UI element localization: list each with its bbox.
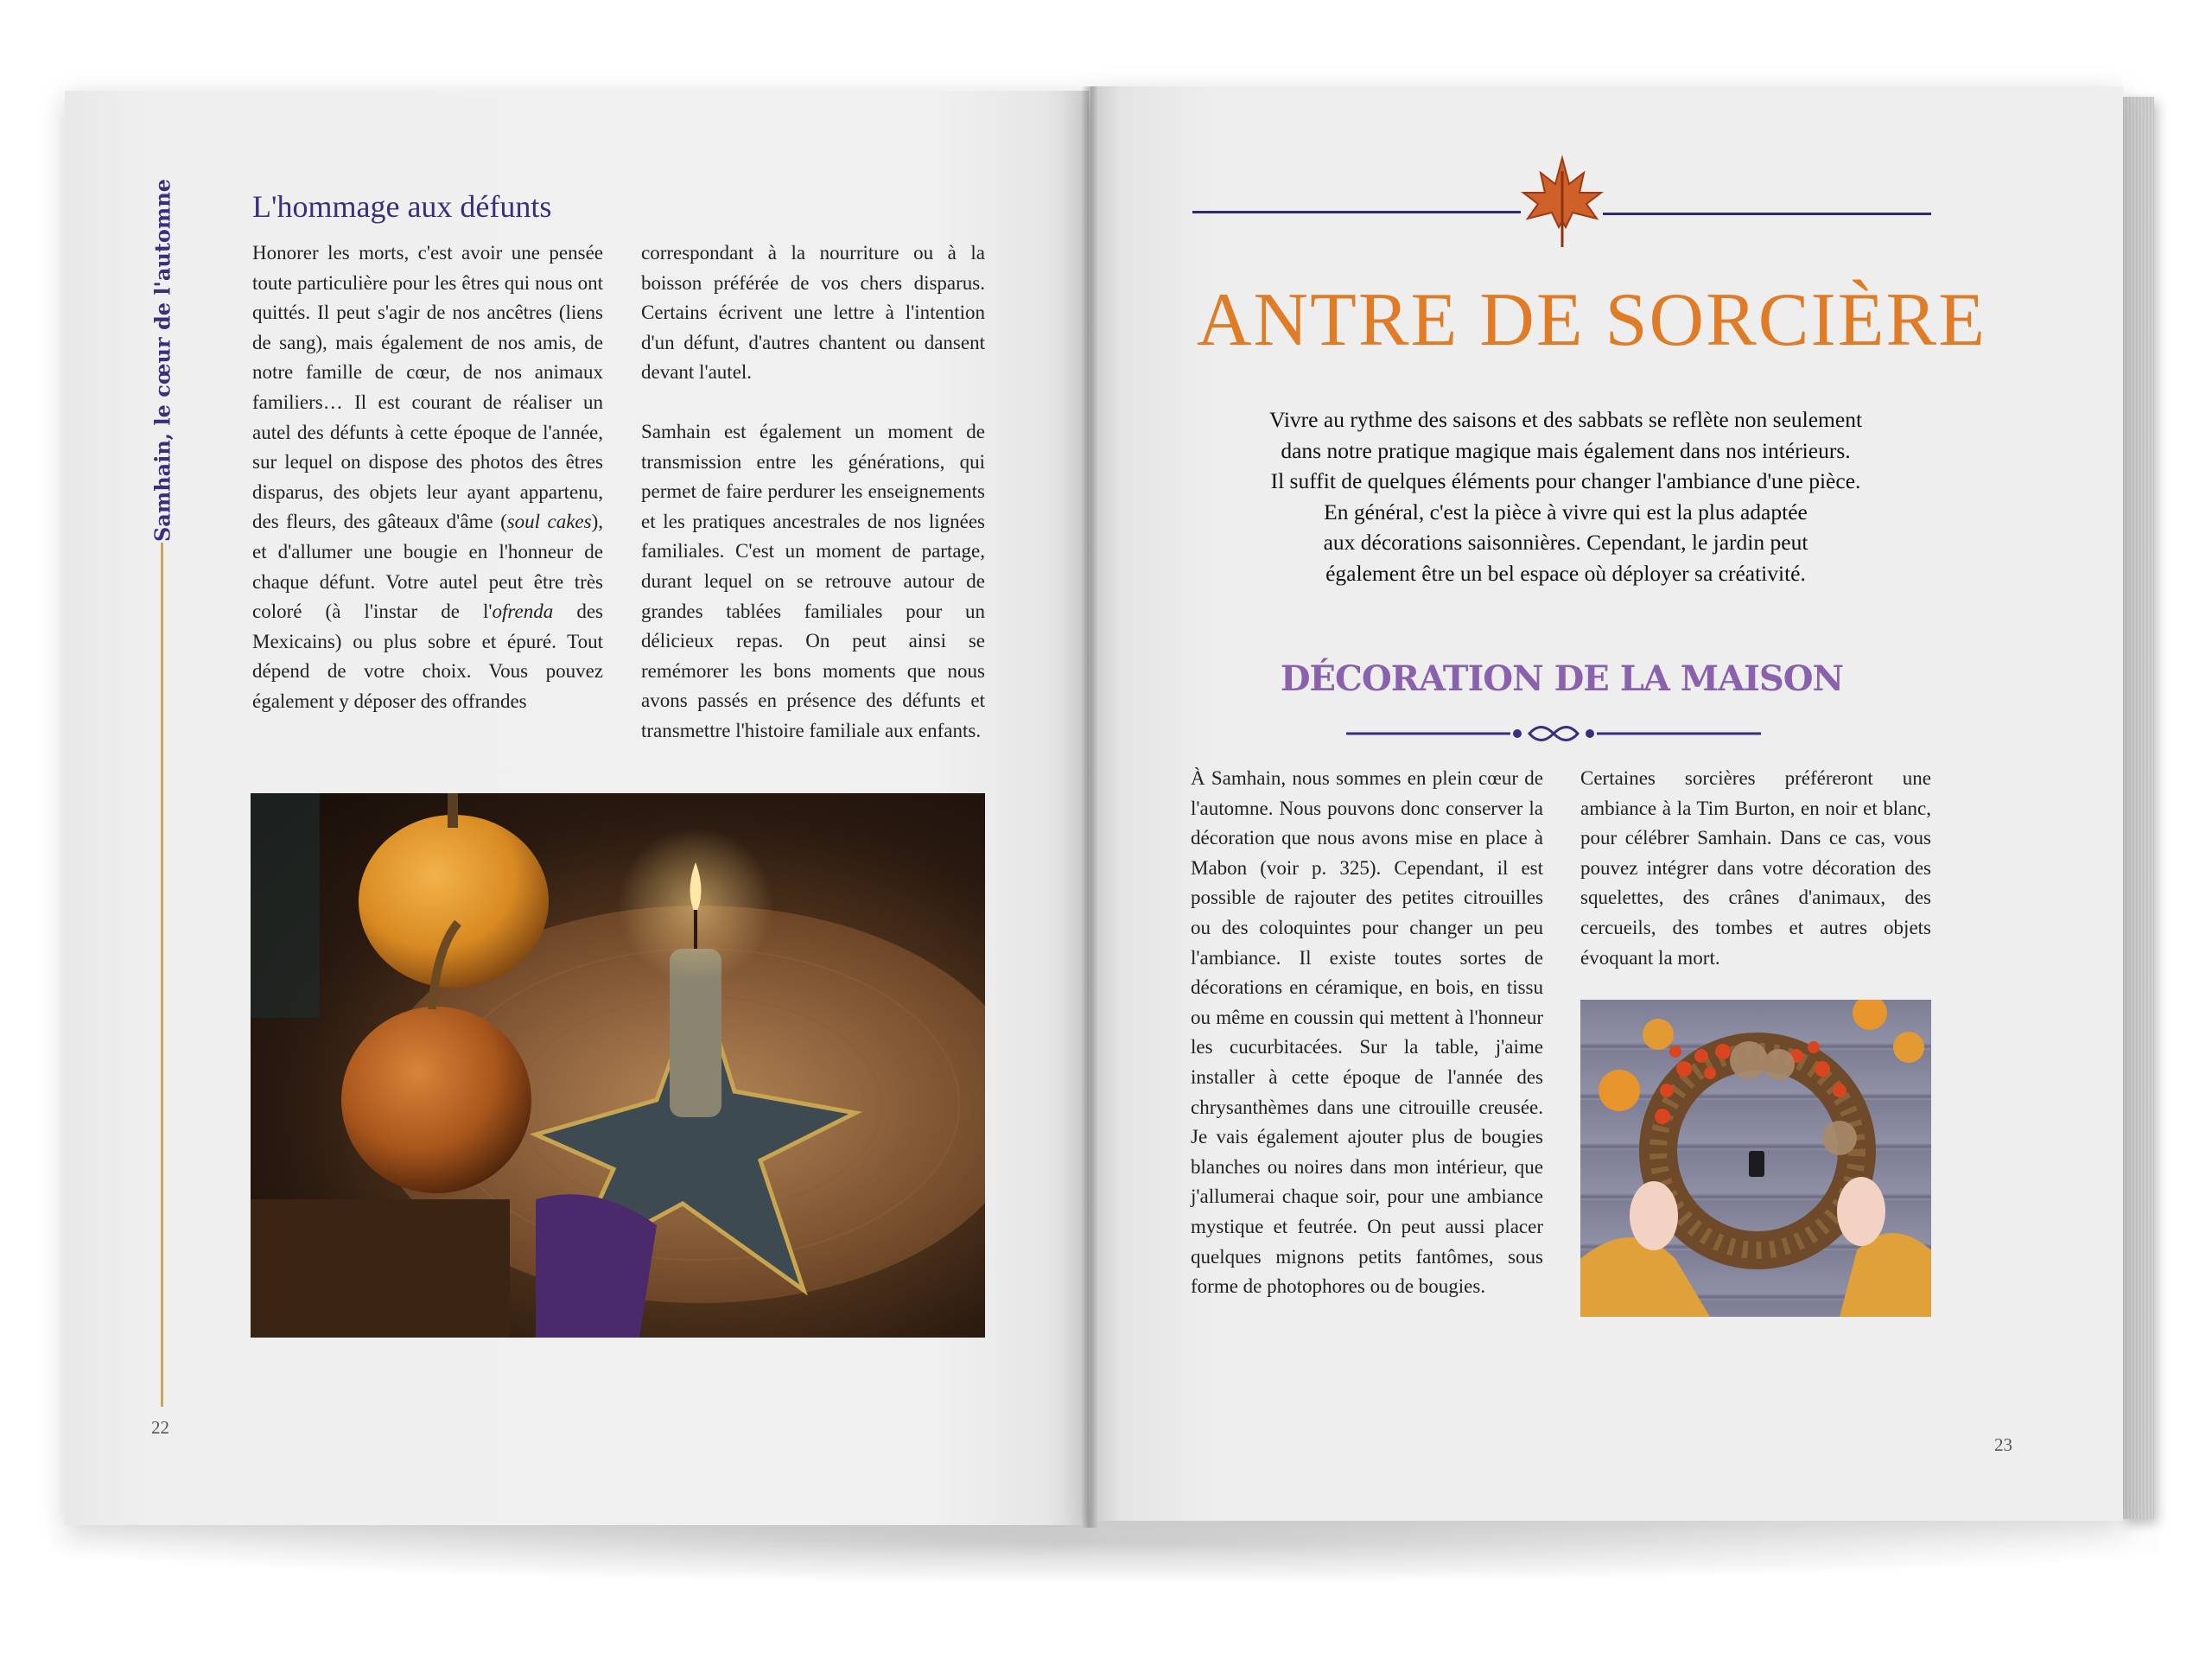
candle-pumpkin-photo (251, 793, 985, 1338)
page-number-right: 23 (1994, 1434, 2012, 1455)
right-col2-paragraph: Certaines sorcières préféreront une ambiance à la Tim Burton, en noir et blanc, pour célébrer Samhain. Dans ce cas, vous pouvez intégrer dans votre décoration des squelettes, des crânes d'animaux, des cercueils, des tombes et autres objets évoquant la mort. (1580, 767, 1931, 969)
margin-rule (161, 543, 163, 1407)
running-head-text: Samhain, le cœur de l'automne (149, 178, 175, 543)
maple-leaf-icon (1519, 154, 1605, 249)
intro-line: En général, c'est la pièce à vivre qui est la plus adaptée (1324, 499, 1808, 524)
title-rule-left (1192, 211, 1521, 213)
ofrenda-term: ofrenda (492, 601, 554, 623)
intro-line: Vivre au rythme des saisons et des sabbats se reflète non seulement (1268, 407, 1863, 432)
page-edges (2121, 97, 2154, 1519)
candle-pumpkin-illustration (251, 793, 985, 1338)
book-spine (1082, 86, 1097, 1528)
intro-line: aux décorations saisonnières. Cependant, le jardin peut (1323, 530, 1808, 556)
left-col2-paragraph-1: correspondant à la nourriture ou à la boisson préférée de vos chers disparus. Certains écrivent une lettre à l'intention d'un défunt, d'autres chantent ou dansent devant l'autel. (641, 242, 985, 384)
intro-line: également être un bel espace où déployer sa créativité. (1325, 560, 1806, 586)
right-column-1 (1191, 764, 1543, 1332)
title-rule-right (1603, 213, 1931, 215)
left-column-1 (252, 238, 603, 747)
running-head (145, 178, 180, 543)
chapter-title: ANTRE DE SORCIÈRE (1197, 278, 1986, 362)
left-column-2 (641, 238, 985, 776)
wreath-illustration (1580, 1000, 1931, 1317)
intro-line: dans notre pratique magique mais également dans nos intérieurs. (1281, 437, 1851, 463)
intro-paragraph (1203, 404, 1929, 589)
subsection-title: DÉCORATION DE LA MAISON (1280, 658, 1844, 699)
intro-line: Il suffit de quelques éléments pour changer l'ambiance d'une pièce. (1270, 468, 1861, 494)
left-col2-paragraph-2: Samhain est également un moment de transmission entre les générations, qui permet de faire perdurer les enseignements et les pratiques ancestrales de nos lignées familiales. C'est un moment de partage, durant lequel on se retrouve autour de grandes tablées familiales pour un délicieux repas. On peut ainsi se remémorer les bons moments que nous avons passés en présence des défunts et transmettre l'histoire familiale aux enfants. (641, 420, 985, 741)
right-col1-paragraph: À Samhain, nous sommes en plein cœur de l'automne. Nous pouvons donc conserver la décoration que nous avons mise en place à Mabon (voir p. 325). Cependant, il est possible de rajouter des petites citrouilles ou des coloquintes pour changer un peu l'ambiance. Il existe toutes sortes de décorations en céramique, en bois, en tissu ou même en coussin qui mettent à l'honneur les cucurbitacées. Sur la table, j'aime installer à cette époque de l'année des chrysanthèmes dans une citrouille creusée. Je vais également ajouter plus de bougies blanches ou noires dans mon intérieur, que j'allumerai chaque soir, pour une ambiance mystique et feutrée. On peut aussi placer quelques mignons petits fantômes, sous forme de photophores ou de bougies. (1191, 767, 1543, 1298)
page-number-left: 22 (151, 1417, 169, 1438)
right-column-2 (1580, 764, 1931, 1002)
swirl-ornament-icon (1346, 719, 1761, 748)
section-title: L'hommage aux défunts (252, 189, 552, 224)
wreath-photo (1580, 1000, 1931, 1317)
soul-cakes-term: soul cakes (506, 511, 592, 533)
left-col1-paragraph: Honorer les morts, c'est avoir une pensée toute particulière pour les êtres qui nous ont quittés. Il peut s'agir de nos ancêtres (liens de sang), mais également de nos amis, de notre famille de cœur, de nos animaux familiers… Il est courant de réaliser un autel des défunts à cette époque de l'année, sur lequel on dispose des photos des êtres disparus, des objets leur ayant appartenu, des fleurs, des gâteaux d'âme (soul cakes), et d'allumer une bougie en l'honneur de chaque défunt. Votre autel peut être très coloré (à l'instar de l'ofrenda des Mexicains) ou plus sobre et épuré. Tout dépend de votre choix. Vous pouvez également y déposer des offrandes (252, 242, 604, 712)
